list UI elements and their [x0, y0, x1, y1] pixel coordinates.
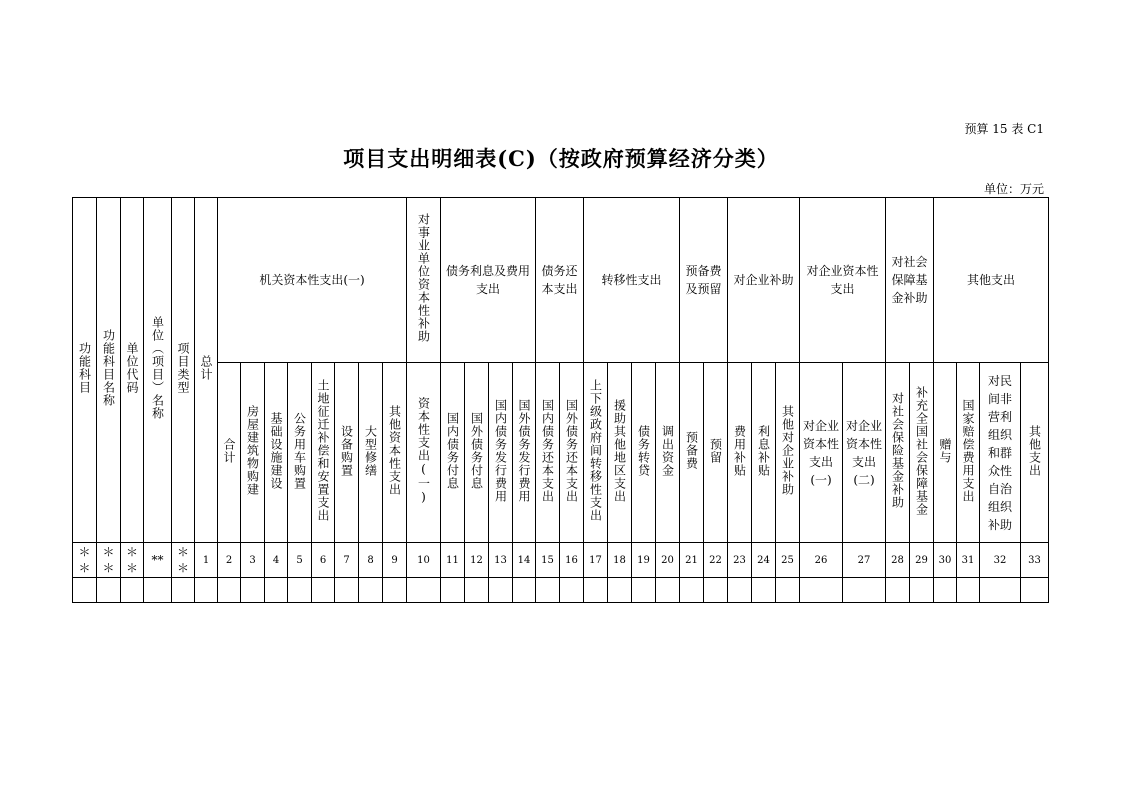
data-cell: [465, 578, 489, 603]
group-social-security: 对社会保障基金补助: [886, 198, 934, 363]
col-14: 国外债务发行费用: [513, 363, 536, 543]
expenditure-table: [72, 197, 1049, 603]
data-cell: [632, 578, 656, 603]
col-32: 对民间非营利组织和群众性自治组织补助: [980, 363, 1021, 543]
unit-label: 单位：万元: [983, 182, 1044, 196]
data-cell: [312, 578, 335, 603]
index-cell: 26: [800, 543, 843, 578]
index-cell: 5: [288, 543, 312, 578]
index-cell: 3: [241, 543, 265, 578]
data-cell: [335, 578, 359, 603]
col-21: 预备费: [680, 363, 704, 543]
data-cell: [776, 578, 800, 603]
index-cell: 7: [335, 543, 359, 578]
index-cell: 22: [704, 543, 728, 578]
index-cell: 14: [513, 543, 536, 578]
index-cell: 1: [195, 543, 218, 578]
data-cell: [144, 578, 172, 603]
col-20: 调出资金: [656, 363, 680, 543]
data-cell: [536, 578, 560, 603]
data-cell: [407, 578, 441, 603]
header-func-name: 功能科目名称: [97, 198, 121, 543]
index-cell: 30: [934, 543, 957, 578]
data-cell: [513, 578, 536, 603]
group-debt-principal: 债务还本支出: [536, 198, 584, 363]
index-cell: 18: [608, 543, 632, 578]
data-cell: [934, 578, 957, 603]
index-cell: 16: [560, 543, 584, 578]
index-cell: 32: [980, 543, 1021, 578]
col-24: 利息补贴: [752, 363, 776, 543]
data-cell: [752, 578, 776, 603]
group-other: 其他支出: [934, 198, 1049, 363]
index-cell: 21: [680, 543, 704, 578]
data-cell: [910, 578, 934, 603]
data-cell: [704, 578, 728, 603]
col-23: 费用补贴: [728, 363, 752, 543]
star-cell: ＊＊: [121, 543, 144, 578]
col-26: 对企业资本性支出(一): [800, 363, 843, 543]
data-cell: [843, 578, 886, 603]
header-unit-code: 单位代码: [121, 198, 144, 543]
index-cell: 27: [843, 543, 886, 578]
group-capital-1: 机关资本性支出(一): [218, 198, 407, 363]
data-cell: [195, 578, 218, 603]
col-2: 合计: [218, 363, 241, 543]
star-cell: ＊＊: [73, 543, 97, 578]
star-cell: ＊＊: [97, 543, 121, 578]
index-cell: 2: [218, 543, 241, 578]
index-cell: 4: [265, 543, 288, 578]
col-29: 补充全国社会保障基金: [910, 363, 934, 543]
col-15: 国内债务还本支出: [536, 363, 560, 543]
index-cell: 6: [312, 543, 335, 578]
index-cell: 13: [489, 543, 513, 578]
star-cell: ＊＊: [172, 543, 195, 578]
data-cell: [1021, 578, 1049, 603]
group-subsidy-institutions: 对事业单位资本性补助: [407, 198, 441, 363]
data-cell: [980, 578, 1021, 603]
group-transfer: 转移性支出: [584, 198, 680, 363]
col-5: 公务用车购置: [288, 363, 312, 543]
col-13: 国内债务发行费用: [489, 363, 513, 543]
data-cell: [656, 578, 680, 603]
index-cell: 19: [632, 543, 656, 578]
header-project-type: 项目类型: [172, 198, 195, 543]
index-cell: 33: [1021, 543, 1049, 578]
data-cell: [608, 578, 632, 603]
col-4: 基础设施建设: [265, 363, 288, 543]
col-30: 赠与: [934, 363, 957, 543]
data-cell: [728, 578, 752, 603]
data-cell: [800, 578, 843, 603]
col-8: 大型修缮: [359, 363, 383, 543]
data-cell: [584, 578, 608, 603]
index-cell: 10: [407, 543, 441, 578]
data-cell: [73, 578, 97, 603]
col-18: 援助其他地区支出: [608, 363, 632, 543]
data-cell: [680, 578, 704, 603]
data-row: [73, 578, 1049, 603]
col-10: 资本性支出(一): [407, 363, 441, 543]
index-cell: 8: [359, 543, 383, 578]
group-reserve: 预备费及预留: [680, 198, 728, 363]
index-cell: 9: [383, 543, 407, 578]
col-7: 设备购置: [335, 363, 359, 543]
index-cell: 25: [776, 543, 800, 578]
index-cell: 28: [886, 543, 910, 578]
index-cell: 31: [957, 543, 980, 578]
data-cell: [97, 578, 121, 603]
col-28: 对社会保险基金补助: [886, 363, 910, 543]
data-cell: [241, 578, 265, 603]
index-cell: 17: [584, 543, 608, 578]
page-title: 项目支出明细表(C)（按政府预算经济分类）: [343, 146, 779, 171]
header-total: 总计: [195, 198, 218, 543]
header-func: 功能科目: [73, 198, 97, 543]
group-enterprise-capital: 对企业资本性支出: [800, 198, 886, 363]
col-19: 债务转贷: [632, 363, 656, 543]
index-cell: 15: [536, 543, 560, 578]
form-code: 预算 15 表 C1: [964, 122, 1044, 136]
data-cell: [121, 578, 144, 603]
col-16: 国外债务还本支出: [560, 363, 584, 543]
index-cell: 12: [465, 543, 489, 578]
col-31: 国家赔偿费用支出: [957, 363, 980, 543]
col-6: 土地征迁补偿和安置支出: [312, 363, 335, 543]
col-33: 其他支出: [1021, 363, 1049, 543]
col-3: 房屋建筑物购建: [241, 363, 265, 543]
col-12: 国外债务付息: [465, 363, 489, 543]
col-17: 上下级政府间转移性支出: [584, 363, 608, 543]
data-cell: [265, 578, 288, 603]
index-row: [73, 543, 1049, 578]
data-cell: [957, 578, 980, 603]
header-unit-name: 单位（项目）名称: [144, 198, 172, 543]
data-cell: [383, 578, 407, 603]
data-cell: [489, 578, 513, 603]
data-cell: [441, 578, 465, 603]
index-cell: 20: [656, 543, 680, 578]
group-debt-interest: 债务利息及费用支出: [441, 198, 536, 363]
data-cell: [560, 578, 584, 603]
group-enterprise-subsidy: 对企业补助: [728, 198, 800, 363]
col-25: 其他对企业补助: [776, 363, 800, 543]
col-27: 对企业资本性支出(二): [843, 363, 886, 543]
data-cell: [218, 578, 241, 603]
data-cell: [886, 578, 910, 603]
star-cell: **: [144, 543, 172, 578]
index-cell: 23: [728, 543, 752, 578]
data-cell: [359, 578, 383, 603]
data-cell: [288, 578, 312, 603]
col-11: 国内债务付息: [441, 363, 465, 543]
index-cell: 29: [910, 543, 934, 578]
data-cell: [172, 578, 195, 603]
col-22: 预留: [704, 363, 728, 543]
col-9: 其他资本性支出: [383, 363, 407, 543]
index-cell: 11: [441, 543, 465, 578]
index-cell: 24: [752, 543, 776, 578]
